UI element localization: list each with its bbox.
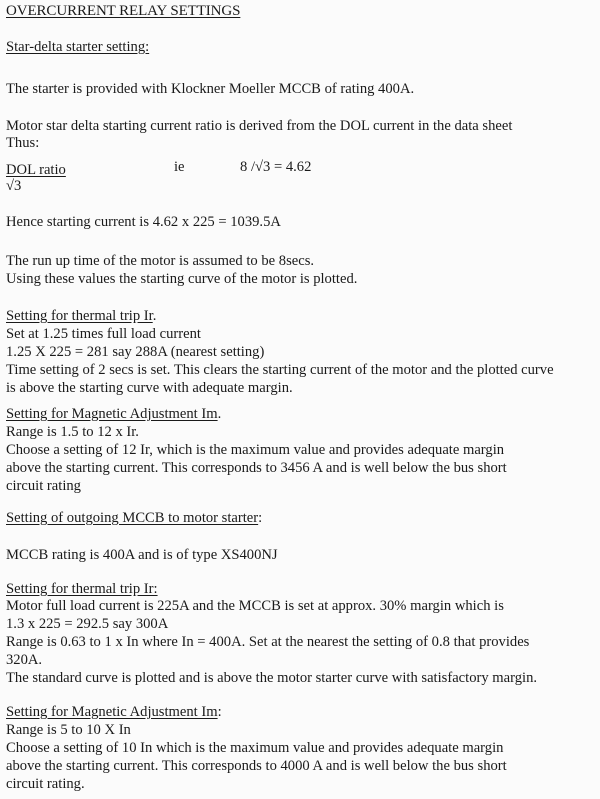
- heading-text: Setting of outgoing MCCB to motor starter: [6, 510, 259, 526]
- paragraph: Time setting of 2 secs is set. This clears the starting current of the motor and the plotted curve: [6, 362, 554, 378]
- paragraph: 1.3 x 225 = 292.5 say 300A: [6, 616, 169, 632]
- paragraph: Thus:: [6, 135, 40, 151]
- heading-suffix: :: [258, 510, 263, 526]
- paragraph: The standard curve is plotted and is above the motor starter curve with satisfactory margin.: [6, 670, 538, 686]
- section-heading-magnetic-2: [6, 703, 222, 722]
- heading-suffix: :: [217, 704, 222, 720]
- document-title: OVERCURRENT RELAY SETTINGS: [6, 3, 241, 19]
- formula-denominator: √3: [6, 178, 22, 194]
- paragraph: MCCB rating is 400A and is of type XS400NJ: [6, 547, 278, 563]
- paragraph: Set at 1.25 times full load current: [6, 326, 201, 342]
- heading-suffix: .: [152, 308, 157, 324]
- section-heading-thermal-trip-1: [6, 307, 156, 326]
- paragraph: Hence starting current is 4.62 x 225 = 1039.5A: [6, 214, 281, 230]
- paragraph: above the starting current. This corresponds to 4000 A and is well below the bus short: [6, 758, 507, 774]
- paragraph: 1.25 X 225 = 281 say 288A (nearest setting): [6, 344, 265, 360]
- section-heading-magnetic-1: [6, 405, 221, 424]
- paragraph: is above the starting curve with adequate margin.: [6, 380, 293, 396]
- heading-suffix: .: [217, 406, 222, 422]
- paragraph: Motor full load current is 225A and the MCCB is set at approx. 30% margin which is: [6, 598, 504, 614]
- paragraph: circuit rating: [6, 478, 81, 494]
- heading-text: Setting for Magnetic Adjustment Im: [6, 704, 218, 720]
- paragraph: circuit rating.: [6, 776, 85, 792]
- section-heading-star-delta: Star-delta starter setting:: [6, 39, 150, 55]
- paragraph: Choose a setting of 12 Ir, which is the maximum value and provides adequate margin: [6, 442, 505, 458]
- paragraph: 320A.: [6, 652, 43, 668]
- paragraph: The run up time of the motor is assumed to be 8secs.: [6, 253, 315, 269]
- heading-text: Setting for Magnetic Adjustment Im: [6, 406, 218, 422]
- paragraph: Range is 5 to 10 X In: [6, 722, 131, 738]
- formula-result: 8 /√3 = 4.62: [240, 159, 312, 175]
- formula-ie: ie: [174, 159, 185, 175]
- paragraph: Motor star delta starting current ratio is derived from the DOL current in the data sheet: [6, 118, 513, 134]
- paragraph: above the starting current. This corresponds to 3456 A and is well below the bus short: [6, 460, 507, 476]
- paragraph: Using these values the starting curve of the motor is plotted.: [6, 271, 358, 287]
- paragraph: The starter is provided with Klockner Moeller MCCB of rating 400A.: [6, 81, 415, 97]
- formula-numerator: DOL ratio: [6, 162, 66, 178]
- paragraph: Choose a setting of 10 In which is the maximum value and provides adequate margin: [6, 740, 504, 756]
- heading-text: Setting for thermal trip Ir: [6, 308, 153, 324]
- section-heading-thermal-trip-2: Setting for thermal trip Ir:: [6, 581, 158, 597]
- paragraph: Range is 1.5 to 12 x Ir.: [6, 424, 139, 440]
- section-heading-outgoing-mccb: [6, 509, 262, 528]
- paragraph: Range is 0.63 to 1 x In where In = 400A. Set at the nearest the setting of 0.8 that provides: [6, 634, 530, 650]
